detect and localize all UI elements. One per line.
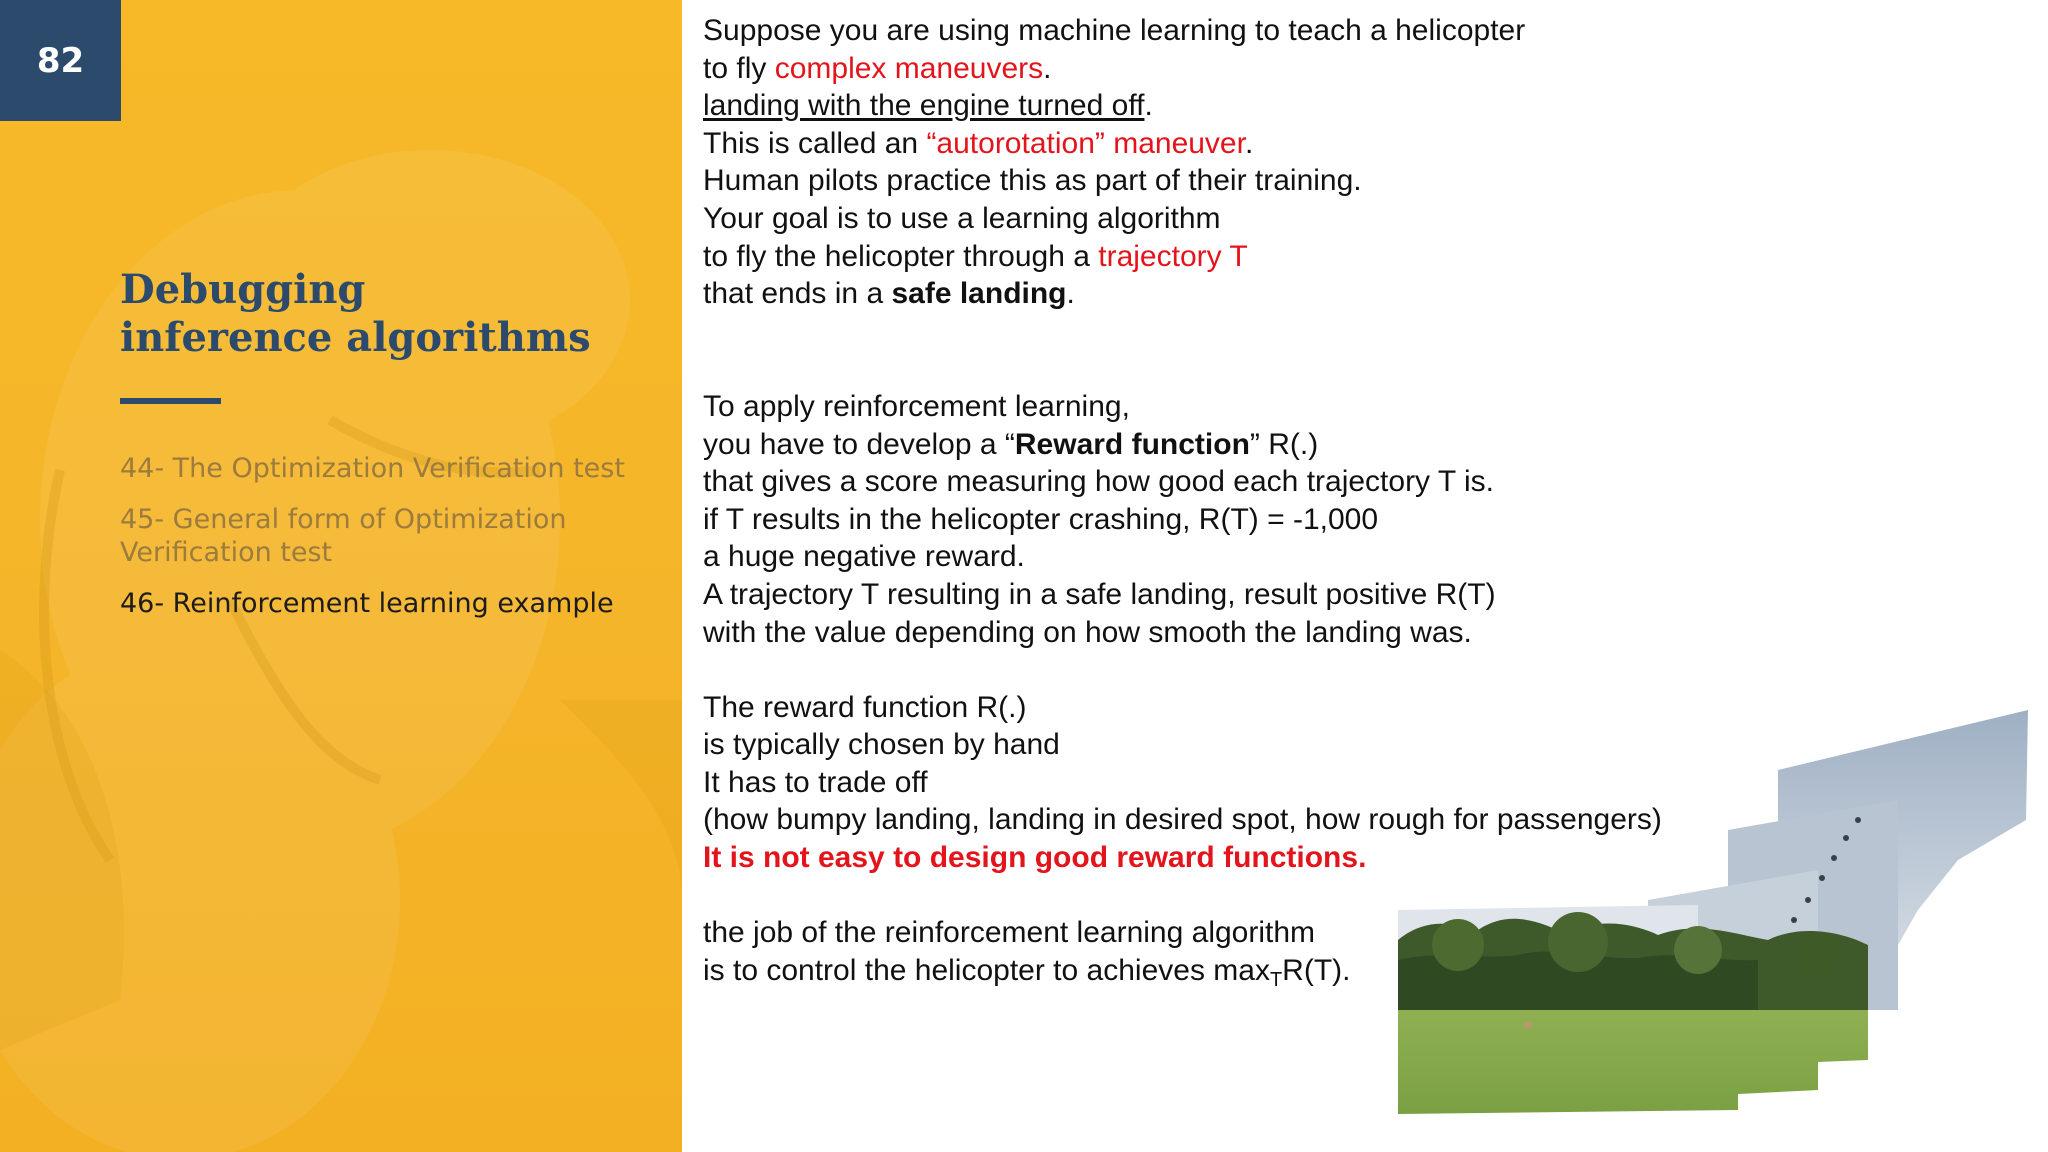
text-line: the job of the reinforcement learning algorithm bbox=[703, 916, 1316, 950]
text-line: Human pilots practice this as part of their training. bbox=[703, 164, 1362, 198]
highlight-text: complex maneuvers bbox=[774, 51, 1044, 85]
text-line: to fly complex maneuvers. bbox=[703, 51, 1052, 85]
text-line: Your goal is to use a learning algorithm bbox=[703, 201, 1221, 235]
highlight-text: “autorotation” maneuver bbox=[926, 126, 1245, 160]
warning-text: It is not easy to design good reward functions. bbox=[703, 841, 1367, 875]
section-title-line1: Debugging bbox=[120, 266, 366, 313]
text-line: landing with the engine turned off. bbox=[703, 89, 1153, 123]
paragraph-gap bbox=[703, 313, 1823, 388]
left-panel bbox=[0, 0, 682, 1152]
toc-item-45-line2: Verification test bbox=[120, 537, 333, 568]
page-number: 82 bbox=[36, 40, 85, 81]
underlined-text: landing with the engine turned off bbox=[703, 89, 1145, 123]
bold-text: Reward function bbox=[1014, 427, 1250, 461]
text-line: to fly the helicopter through a trajectory T bbox=[703, 239, 1248, 273]
text-line: that gives a score measuring how good each trajectory T is. bbox=[703, 465, 1494, 499]
text-line: (how bumpy landing, landing in desired spot, how rough for passengers) bbox=[703, 803, 1662, 837]
table-of-contents bbox=[120, 452, 640, 638]
toc-item-45[interactable] bbox=[120, 503, 640, 536]
toc-item-44[interactable]: 44- The Optimization Verification test bbox=[120, 453, 625, 484]
text-line: To apply reinforcement learning, bbox=[703, 389, 1130, 423]
highlight-text: trajectory T bbox=[1098, 239, 1248, 273]
text-line: you have to develop a “Reward function” R(.) bbox=[703, 427, 1319, 461]
section-title bbox=[120, 266, 660, 362]
helicopter-autorotation-photo bbox=[1398, 710, 2030, 1124]
text-line: Suppose you are using machine learning to teach a helicopter bbox=[703, 14, 1526, 47]
toc-item-46-current[interactable]: 46- Reinforcement learning example bbox=[120, 588, 614, 619]
toc-item-45-line1: 45- General form of Optimization bbox=[120, 504, 567, 535]
bold-text: safe landing bbox=[891, 277, 1067, 311]
section-title-line2: inference algorithms bbox=[120, 314, 591, 361]
text-line: a huge negative reward. bbox=[703, 540, 1025, 574]
text-line: A trajectory T resulting in a safe landing, result positive R(T) bbox=[703, 577, 1496, 611]
paragraph-gap bbox=[703, 651, 1823, 689]
text-line: if T results in the helicopter crashing, R(T) = -1,000 bbox=[703, 502, 1379, 536]
subscript: T bbox=[1269, 968, 1283, 991]
text-line: that ends in a safe landing. bbox=[703, 277, 1075, 311]
text-line: is typically chosen by hand bbox=[703, 728, 1060, 762]
title-divider bbox=[120, 398, 221, 404]
text-line: with the value depending on how smooth the landing was. bbox=[703, 615, 1472, 649]
text-line: It has to trade off bbox=[703, 765, 928, 799]
text-line: The reward function R(.) bbox=[703, 690, 1027, 724]
text-line: This is called an “autorotation” maneuver. bbox=[703, 126, 1254, 160]
page-number-badge bbox=[0, 0, 121, 121]
text-line: is to control the helicopter to achieves $\max_TR(T)$. bbox=[703, 953, 1351, 991]
